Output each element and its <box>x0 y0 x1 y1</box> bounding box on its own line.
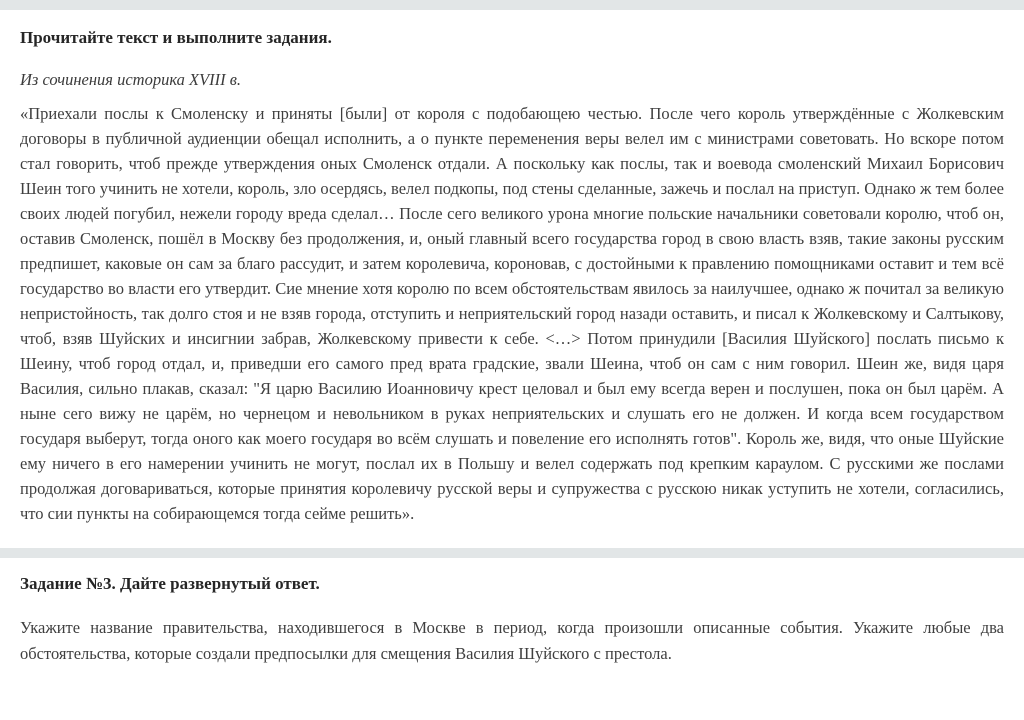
task-header: Задание №3. Дайте развернутый ответ. <box>20 574 320 594</box>
reading-section <box>0 28 1024 526</box>
top-divider-bar <box>0 0 1024 10</box>
instruction-header: Прочитайте текст и выполните задания. <box>20 28 332 47</box>
historical-passage: «Приехали послы к Смоленску и приняты [были] от короля с подобающею честью. После чего король утверждённые с Жолкевским договоры в публичной аудиенции обещал исполнить, а о пункте переменения веры велел им с министрами советовать. Но вскоре потом стал говорить, чтоб прежде утверждения оных Смоленск отдали. А поскольку как послы, так и воевода смоленский Михаил Борисович Шеин того учинить не хотели, король, зло осердясь, велел подкопы, под стены сделанные, зажечь и послал на приступ. Однако ж тем более своих людей погубил, нежели городу вреда сделал… После сего великого урона многие польские начальники советовали королю, чтоб он, оставив Смоленск, пошёл в Москву без продолжения, и, оный главный всего государства город в свою власть взяв, такие законы русским предпишет, каковые он сам за благо рассудит, и затем королевича, короновав, с достойными к правлению помощниками оставит и тем всё государство во власти его утвердит. Сие мнение хотя королю по всем обстоятельствам явилось за наилучшее, однако ж почитал за великую непристойность, так долго стоя и не взяв города, отступить и неприятельский город назади оставить, и писал к Жолкевскому и Салтыкову, чтоб, взяв Шуйских и инсигнии забрав, Жолкевскому привести к себе. <…> Потом принудили [Василия Шуйского] послать письмо к Шеину, чтоб город отдал, и, приведши его самого пред врата градские, звали Шеина, чтоб он сам с ним говорил. Шеин же, видя царя Василия, сильно плакав, сказал: "Я царю Василию Иоанновичу крест целовал и был ему всегда верен и послушен, пока он был царём. А ныне сего вижу не царём, но чернецом и невольником в руках неприятельских и слушать его не должен. И когда всем государством государя выберут, тогда оного как моего государя во всём слушать и повеление его исполнять готов". Король же, видя, что оные Шуйские ему ничего в его намерении учинить не могут, послал их в Польшу и велел содержать под крепким караулом. С русскими же послами продолжая договариваться, которые принятия королевичу русской веры и супружества с русскою никак уступить не хотели, согласились, что сии пункты на собирающемся тогда сейме решить». <box>20 104 1004 524</box>
task-section <box>0 574 1024 666</box>
section-divider-bar <box>0 548 1024 558</box>
task-question: Укажите название правительства, находившегося в Москве в период, когда произошли описанные события. Укажите любые два обстоятельства, которые создали предпосылки для смещения Василия Шуйского с престола. <box>20 617 1004 663</box>
source-attribution: Из сочинения историка XVIII в. <box>20 70 242 90</box>
